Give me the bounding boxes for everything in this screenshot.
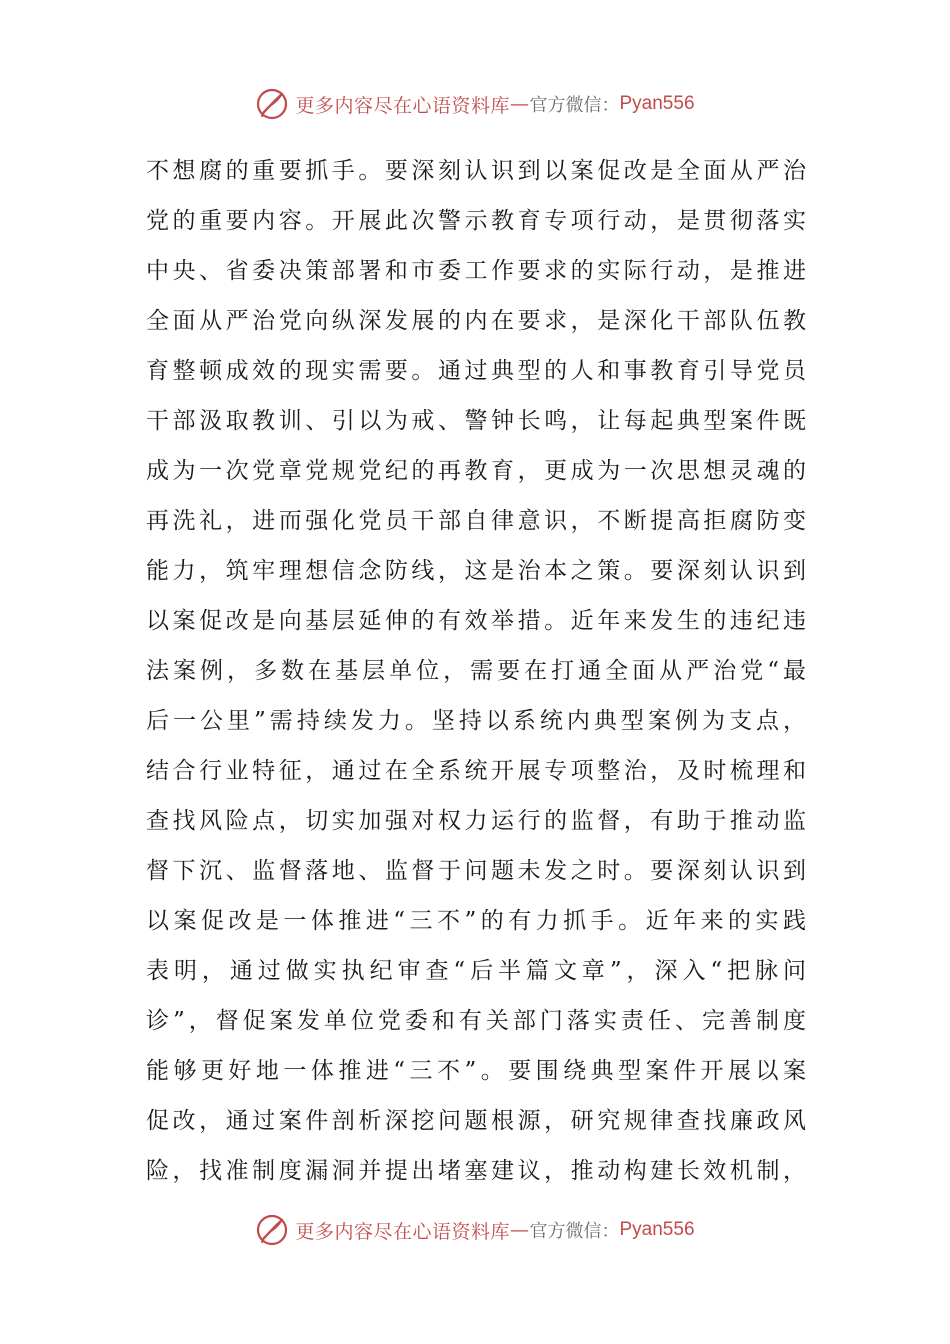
document-body (146, 146, 806, 1196)
header-watermark (0, 84, 950, 124)
quill-seal-icon (255, 87, 289, 121)
text-line: 成为一次党章党规党纪的再教育，更成为一次思想灵魂的 (146, 458, 806, 484)
text-line: 查找风险点，切实加强对权力运行的监督，有助于推动监 (146, 808, 806, 834)
text-line: 督下沉、监督落地、监督于问题未发之时。要深刻认识到 (146, 858, 806, 884)
text-line: 干部汲取教训、引以为戒、警钟长鸣，让每起典型案件既 (146, 408, 806, 434)
text-line: 以案促改是一体推进“三不”的有力抓手。近年来的实践 (146, 908, 806, 934)
watermark-label: 官方微信： (529, 95, 620, 116)
text-line: 中央、省委决策部署和市委工作要求的实际行动，是推进 (146, 258, 806, 284)
text-line: 法案例，多数在基层单位，需要在打通全面从严治党“最 (146, 658, 806, 684)
text-line: 诊”，督促案发单位党委和有关部门落实责任、完善制度 (146, 1008, 806, 1034)
watermark-separator: — (510, 93, 530, 115)
text-line: 党的重要内容。开展此次警示教育专项行动，是贯彻落实 (146, 208, 806, 234)
text-line: 不想腐的重要抓手。要深刻认识到以案促改是全面从严治 (146, 158, 806, 184)
text-line: 后一公里”需持续发力。坚持以系统内典型案例为支点， (146, 708, 806, 734)
text-line: 险，找准制度漏洞并提出堵塞建议，推动构建长效机制， (146, 1158, 806, 1184)
watermark-separator: — (510, 1219, 530, 1241)
watermark-account: Pyan556 (619, 1219, 695, 1240)
text-line: 再洗礼，进而强化党员干部自律意识，不断提高拒腐防变 (146, 508, 806, 534)
text-line: 表明，通过做实执纪审查“后半篇文章”，深入“把脉问 (146, 958, 806, 984)
footer-watermark (0, 1210, 950, 1250)
watermark-main-text: 更多内容尽在心语资料库 (295, 1220, 510, 1243)
watermark-main-text: 更多内容尽在心语资料库 (295, 94, 510, 117)
watermark-label: 官方微信： (529, 1221, 620, 1242)
text-line: 全面从严治党向纵深发展的内在要求，是深化干部队伍教 (146, 308, 806, 334)
text-line: 以案促改是向基层延伸的有效举措。近年来发生的违纪违 (146, 608, 806, 634)
text-line: 能力，筑牢理想信念防线，这是治本之策。要深刻认识到 (146, 558, 806, 584)
text-line: 结合行业特征，通过在全系统开展专项整治，及时梳理和 (146, 758, 806, 784)
text-line: 育整顿成效的现实需要。通过典型的人和事教育引导党员 (146, 358, 806, 384)
text-line: 促改，通过案件剖析深挖问题根源，研究规律查找廉政风 (146, 1108, 806, 1134)
text-line: 能够更好地一体推进“三不”。要围绕典型案件开展以案 (146, 1058, 806, 1084)
quill-seal-icon (255, 1213, 289, 1247)
watermark-account: Pyan556 (619, 93, 695, 114)
